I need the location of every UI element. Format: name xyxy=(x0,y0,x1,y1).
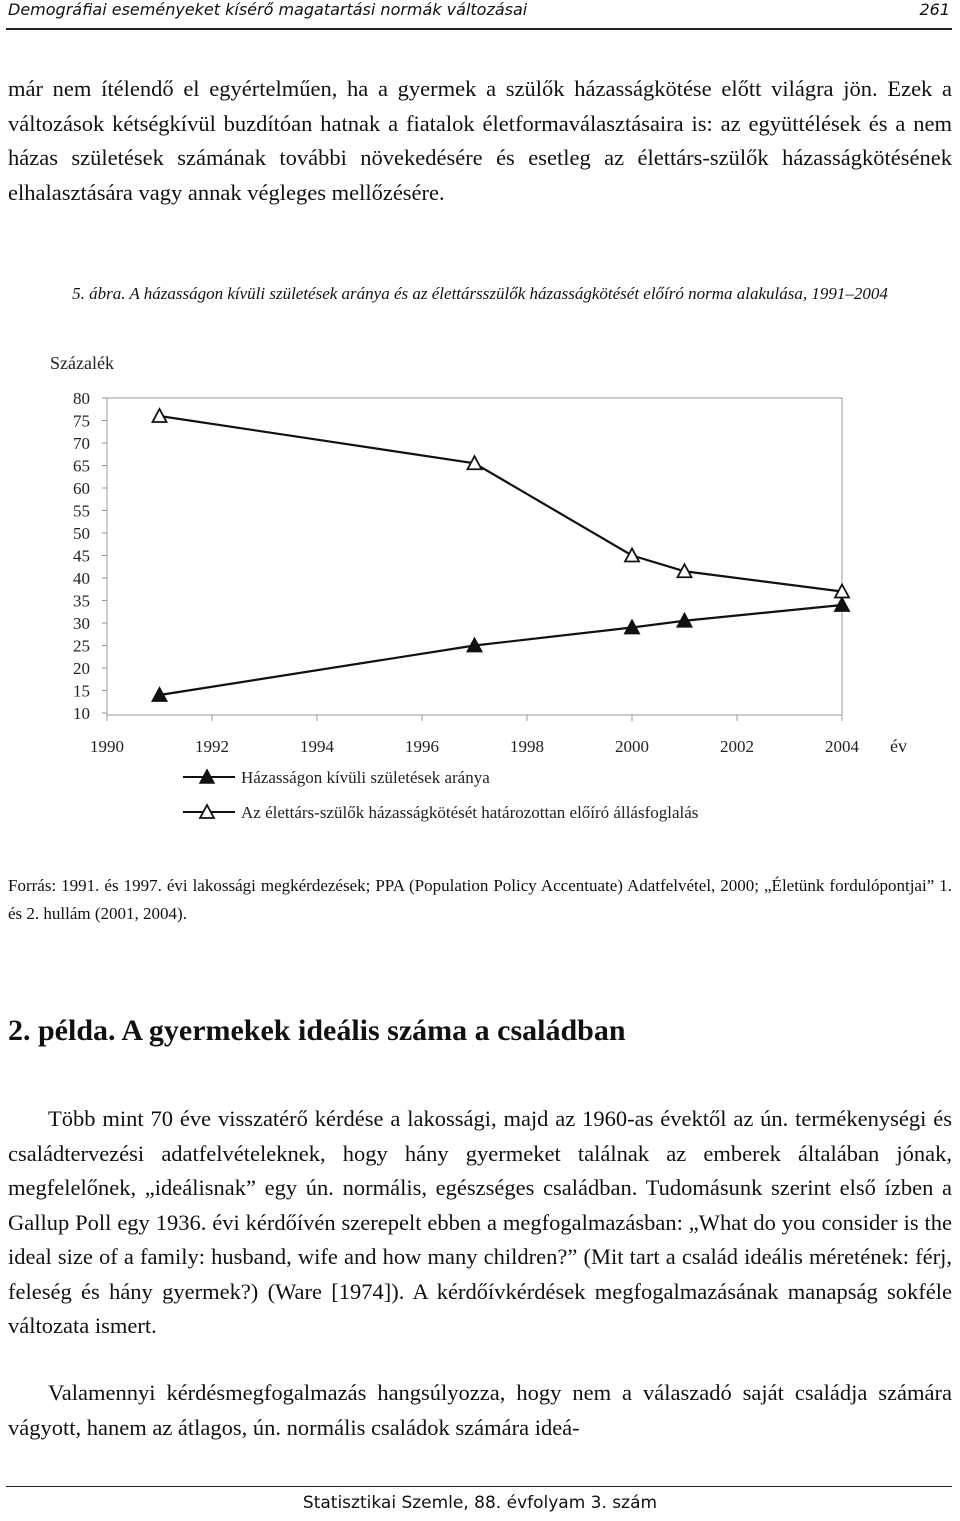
y-tick-label: 25 xyxy=(73,636,90,656)
figure-source: Forrás: 1991. és 1997. évi lakossági megkérdezések; PPA (Population Policy Accentuate) Adatfelvétel, 2000; „Életünk fordulópontjai” 1. és 2. hullám (2001, 2004). xyxy=(8,876,952,923)
page-number: 261 xyxy=(919,0,950,19)
y-tick-label: 70 xyxy=(73,434,90,453)
example-paragraph-2: Valamennyi kérdésmegfogalmazás hangsúlyozza, hogy nem a válaszadó saját családja számára vágyott, hanem az átlagos, ún. normális családok számára ideá- xyxy=(8,1380,952,1440)
legend-label-2: Az élettárs-szülők házasságkötését határozottan előíró állásfoglalás xyxy=(241,803,699,822)
y-tick-label: 65 xyxy=(73,456,90,476)
plot-area xyxy=(107,398,842,715)
running-header-title: Demográfiai eseményeket kísérő magatartási normák változásai xyxy=(8,0,528,19)
example-heading: 2. példa. A gyermekek ideális száma a családban xyxy=(8,1014,626,1047)
y-tick-label: 60 xyxy=(73,479,90,498)
x-tick-label: 2002 xyxy=(720,737,754,756)
x-tick-label: 2004 xyxy=(825,737,859,756)
x-tick-label: 1992 xyxy=(195,737,229,756)
y-tick-label: 15 xyxy=(73,681,90,701)
body-paragraph-1: már nem ítélendő el egyértelműen, ha a gyermek a szülők házasságkötése előtt világra jön. Ezek a változások kétségkívül buzdítóan hatnak a fiatalok életformaválasztásaira is: az együttélések és a nem házas születések számának további növekedésére és esetleg az élettárs-szülők házasságkötésének elhalasztására vagy annak végleges mellőzésére. xyxy=(8,76,952,205)
x-tick-label: 1998 xyxy=(510,737,544,756)
y-axis-label: Százalék xyxy=(50,353,114,373)
x-tick-label: 1996 xyxy=(405,737,439,756)
y-axis xyxy=(73,389,107,723)
y-tick-label: 50 xyxy=(73,524,90,543)
x-tick-label: 1994 xyxy=(300,737,334,756)
figure-caption: 5. ábra. A házasságon kívüli születések aránya és az élettársszülők házasságkötését előíró norma alakulása, 1991–2004 xyxy=(72,284,888,303)
open-triangle-marker xyxy=(153,409,167,422)
x-tick-label: 1990 xyxy=(90,737,124,756)
y-tick-label: 30 xyxy=(73,614,90,633)
open-triangle-marker xyxy=(625,549,639,562)
series-line-2 xyxy=(160,416,843,592)
y-tick-label: 10 xyxy=(73,704,90,723)
y-tick-label: 40 xyxy=(73,569,90,588)
y-tick-label: 55 xyxy=(73,501,90,521)
x-axis xyxy=(90,715,860,756)
x-axis-label: év xyxy=(890,736,907,756)
footer-rule xyxy=(6,1486,952,1487)
chart-legend xyxy=(183,768,698,822)
running-footer: Statisztikai Szemle, 88. évfolyam 3. szám xyxy=(302,1493,658,1513)
legend-label-1: Házasságon kívüli születések aránya xyxy=(241,768,490,787)
example-paragraph-1: Több mint 70 éve visszatérő kérdése a lakossági, majd az 1960-as évektől az ún. termékenységi és családtervezési adatfelvételeknek, hogy hány gyermeket találnak az emberek általában jónak, megfelelőnek, „ideálisnak” egy ún. normális, egészséges családban. Tudomásunk szerint első ízben a Gallup Poll egy 1936. évi kérdőívén szerepelt ebben a megfogalmazásban: „What do you consider is the ideal size of a family: husband, wife and how many children?” (Mit tart a család ideális méretének: férj, feleség és hány gyermek?) (Ware [1974]). A kérdőívkérdések megfogalmazásának manapság sokféle változata ismert. xyxy=(8,1106,952,1338)
y-tick-label: 20 xyxy=(73,659,90,678)
series-layer xyxy=(153,409,850,701)
x-tick-label: 2000 xyxy=(615,737,649,756)
y-tick-label: 35 xyxy=(73,591,90,611)
y-tick-label: 75 xyxy=(73,411,90,431)
y-tick-label: 80 xyxy=(73,389,90,408)
y-tick-label: 45 xyxy=(73,546,90,566)
series-line-1 xyxy=(160,605,843,695)
